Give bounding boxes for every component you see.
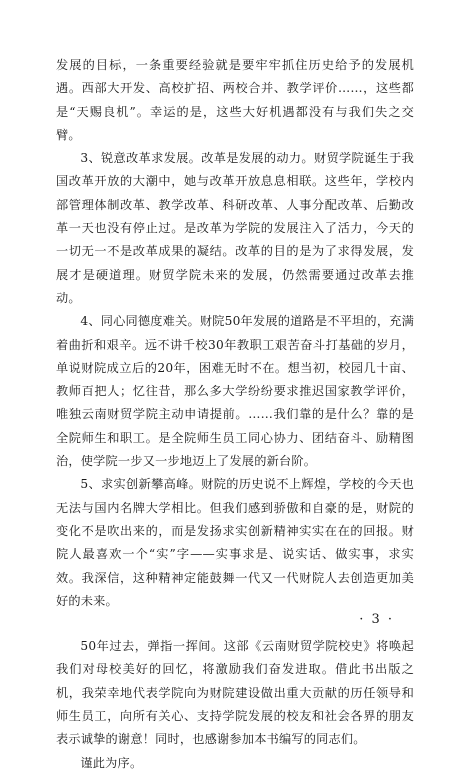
paragraph-unity: 4、同心同德度难关。财院50年发展的道路是不平坦的，充满着曲折和艰辛。远不讲千校30年教职工艰苦奋斗打基础的岁月，单说财院成立后的20年，困难无时不在。想当初，校园几十亩、教师百把人；忆往昔，那么多大学纷纷要求推迟国家教学评价，唯独云南财贸学院主动申请提前。……我们靠的是什么？靠的是全院师生和职工。是全院师生员工同心协力、团结奋斗、励精图治，使学院一步又一步地迈上了发展的新台阶。: [56, 314, 414, 469]
page-number: · 3 ·: [359, 612, 394, 627]
body-text: [56, 54, 414, 775]
paragraph-opportunity: 发展的目标，一条重要经验就是要牢牢抓住历史给予的发展机遇。西部大开发、高校扩招、两校合并、教学评价……，这些都是“天赐良机”。幸运的是，这些大好机遇都没有与我们失之交臂。: [56, 58, 414, 142]
paragraph-innovation: 5、求实创新攀高峰。财院的历史说不上辉煌，学校的今天也无法与国内名牌大学相比。但我们感到骄傲和自豪的是，财院的变化不是吹出来的，而是发扬求实创新精神实实在在的回报。财院人最喜欢一个“实”字——实事求是、说实话、做实事，求实效。我深信，这种精神定能鼓舞一代又一代财院人去创造更加美好的未来。: [56, 477, 414, 608]
paragraph-conclusion: 50年过去，弹指一挥间。这部《云南财贸学院校史》将唤起我们对母校美好的回忆，将激励我们奋发进取。借此书出版之机，我荣幸地代表学院向为财院建设做出重大贡献的历任领导和师生员工，向所有关心、支持学院发展的校友和社会各界的朋友表示诚挚的谢意！同时，也感谢参加本书编写的同志们。: [56, 639, 414, 747]
paragraph-closing: 谨此为序。: [80, 755, 143, 770]
paragraph-reform: 3、锐意改革求发展。改革是发展的动力。财贸学院诞生于我国改革开放的大潮中，她与改革开放息息相联。这些年，学校内部管理体制改革、教学改革、科研改革、人事分配改革、后勤改革一天也没有停止过。是改革为学院的发展注入了活力，今天的一切无一不是改革成果的凝结。改革的目的是为了求得发展，发展才是硬道理。财贸学院未来的发展，仍然需要通过改革去推动。: [56, 151, 414, 305]
